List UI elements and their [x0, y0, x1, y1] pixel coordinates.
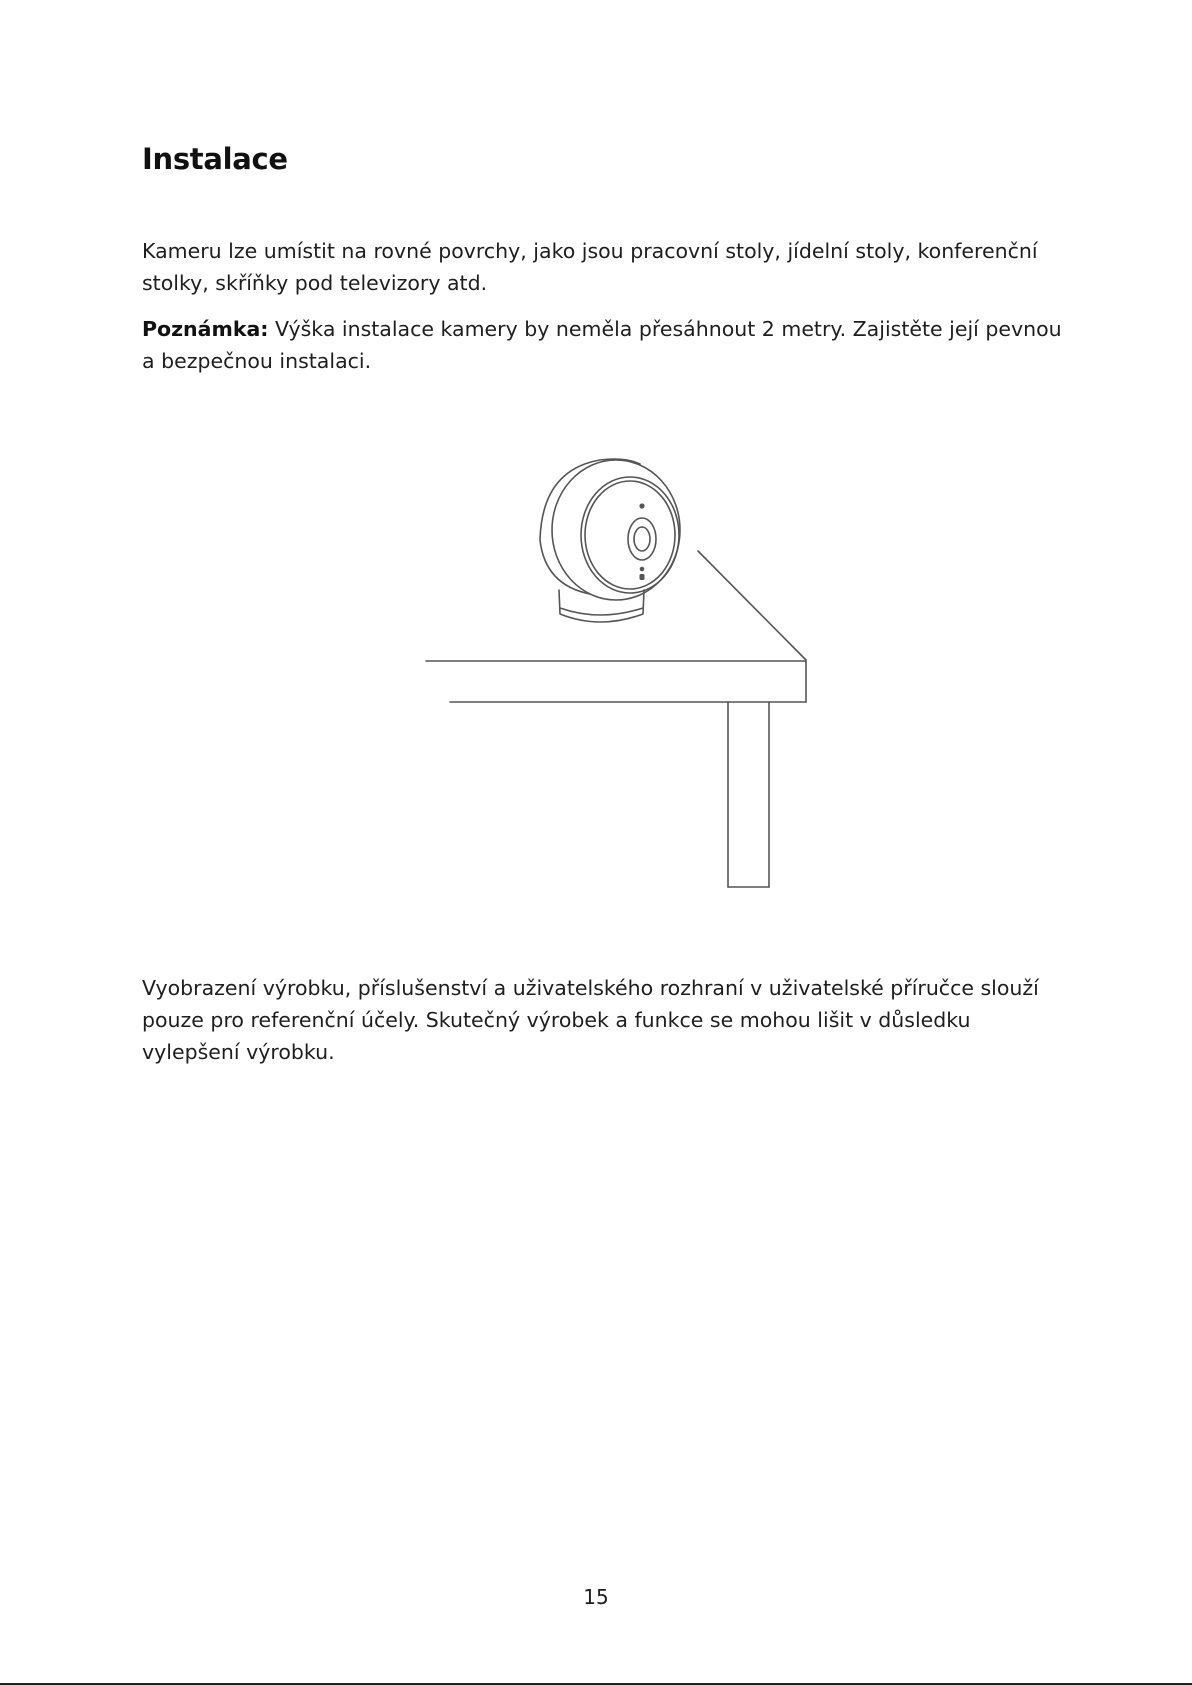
camera-lens: [628, 504, 656, 580]
view-angle-line: [698, 551, 806, 660]
disclaimer-paragraph: Vyobrazení výrobku, příslušenství a uživatelského rozhraní v uživatelské příručce slouží pouze pro referenční účely. Skutečný výrobek a funkce se mohou lišit v důsledku vylepšení výrobku.: [142, 976, 1039, 1064]
camera-body: [540, 459, 680, 600]
section-heading: Instalace: [142, 142, 288, 176]
note-paragraph: [142, 313, 1062, 377]
camera-base: [559, 590, 644, 622]
page-number: 15: [583, 1585, 609, 1609]
intro-paragraph: Kameru lze umístit na rovné povrchy, jako jsou pracovní stoly, jídelní stoly, konferenční stolky, skříňky pod televizory atd.: [142, 239, 1038, 295]
camera-on-table-illustration: [420, 455, 810, 895]
table: [426, 661, 806, 887]
note-text: Výška instalace kamery by neměla přesáhnout 2 metry. Zajistěte její pevnou a bezpečnou instalaci.: [142, 317, 1062, 373]
note-label: Poznámka:: [142, 317, 269, 341]
